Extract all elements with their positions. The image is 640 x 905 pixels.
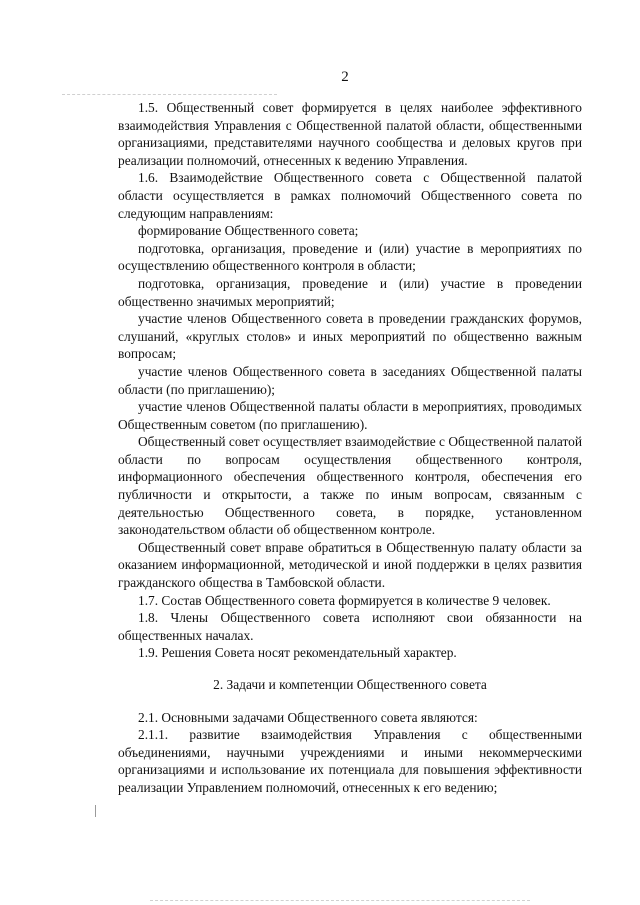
- direction-item: формирование Общественного совета;: [138, 223, 359, 239]
- paragraph-interaction: Общественный совет осуществляет взаимодействие с Общественной палатой области по вопросам осуществления общественного контроля, информационного обеспечения общественного контроля, обеспечения его публичности и открытости, а также по иным вопросам, связанным с деятельностью Общественного совета, в порядке, установленном законодательством области об общественном контроле.: [118, 434, 582, 538]
- paragraph-2-1: 2.1. Основными задачами Общественного совета являются:: [138, 709, 478, 725]
- section-heading: 2. Задачи и компетенции Общественного совета: [213, 677, 487, 692]
- paragraph-1-5: 1.5. Общественный совет формируется в целях наиболее эффективного взаимодействия Управления с Общественной палатой области, общественными организациями, представителями научного сообщества и деловых кругов при реализации полномочий, отнесенных к ведению Управления.: [118, 100, 582, 168]
- paragraph-support: Общественный совет вправе обратиться в Общественную палату области за оказанием информационной, методической и иной поддержки в целях развития гражданского общества в Тамбовской области.: [118, 539, 582, 591]
- paragraph-2-1-1: 2.1.1. развитие взаимодействия Управления с общественными объединениями, научными учреждениями и иными некоммерческими организациями и использование их потенциала для повышения эффективности реализации Управлением полномочий, отнесенных к его ведению;: [118, 727, 582, 795]
- paragraph-1-8: 1.8. Члены Общественного совета исполняют свои обязанности на общественных началах.: [118, 610, 582, 643]
- document-body: [118, 99, 582, 797]
- direction-item: участие членов Общественного совета в заседаниях Общественной палаты области (по приглашению);: [118, 363, 582, 397]
- scan-margin-mark: [95, 805, 96, 817]
- scan-artifact-line: [150, 900, 530, 901]
- direction-item: подготовка, организация, проведение и (или) участие в мероприятиях по осуществлению общественного контроля в области;: [118, 240, 582, 274]
- paragraph-1-9: 1.9. Решения Совета носят рекомендательный характер.: [138, 645, 457, 661]
- direction-item: участие членов Общественной палаты области в мероприятиях, проводимых Общественным советом (по приглашению).: [118, 399, 582, 432]
- page-number: 2: [341, 69, 349, 85]
- scan-artifact-line: [62, 94, 277, 95]
- paragraph-1-6: 1.6. Взаимодействие Общественного совета с Общественной палатой области осуществляется в рамках полномочий Общественного совета по следующим направлениям:: [118, 170, 582, 221]
- paragraph-1-7: 1.7. Состав Общественного совета формируется в количестве 9 человек.: [138, 592, 551, 608]
- direction-item: подготовка, организация, проведение и (или) участие в проведении общественно значимых мероприятий;: [118, 275, 582, 309]
- direction-item: участие членов Общественного совета в проведении гражданских форумов, слушаний, «круглых столов» и иных мероприятий по общественно важным вопросам;: [118, 311, 582, 362]
